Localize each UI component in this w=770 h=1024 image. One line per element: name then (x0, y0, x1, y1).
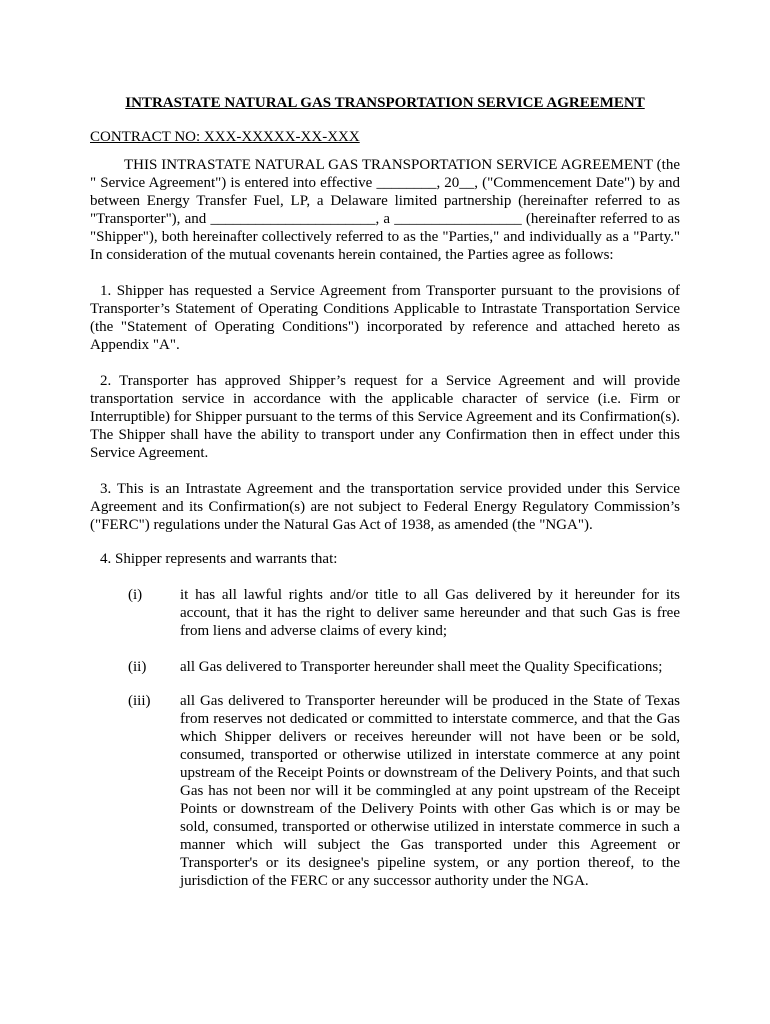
contract-number: CONTRACT NO: XXX-XXXXX-XX-XXX (90, 129, 360, 145)
paragraph-1: 1. Shipper has requested a Service Agreement from Transporter pursuant to the provisions of Transporter’s Statement of Operating Conditions Applicable to Intrastate Transportation Service (the "Statement of Operating Conditions") incorporated by reference and attached hereto as Appendix "A". (90, 283, 680, 353)
list-item-text: all Gas delivered to Transporter hereunder will be produced in the State of Texas from reserves not dedicated or committed to interstate commerce, and that the Gas which Shipper delivers or receives hereunder will not have been or be sold, consumed, transported or otherwise utilized in interstate commerce at any point upstream of the Receipt Points or downstream of the Delivery Points, and that such Gas has not been nor will it be commingled at any point upstream of the Receipt Points or downstream of the Delivery Points with other Gas which is or may be sold, consumed, transported or otherwise utilized in interstate commerce in such a manner which will subject the Gas transported under this Agreement or Transporter's or its designee's pipeline system, or any portion thereof, to the jurisdiction of the FERC or any successor authority under the NGA. (180, 693, 680, 889)
document-title: INTRASTATE NATURAL GAS TRANSPORTATION SERVICE AGREEMENT (125, 95, 645, 111)
paragraph-3: 3. This is an Intrastate Agreement and the transportation service provided under this Service Agreement and its Confirmation(s) are not subject to Federal Energy Regulatory Commission’s ("FERC") regulations under the Natural Gas Act of 1938, as amended (the "NGA"). (90, 481, 680, 533)
list-item-number: (ii) (128, 659, 147, 675)
paragraph-4: 4. Shipper represents and warrants that: (100, 551, 338, 567)
list-item-text: all Gas delivered to Transporter hereunder shall meet the Quality Specifications; (180, 659, 663, 675)
paragraph-2: 2. Transporter has approved Shipper’s request for a Service Agreement and will provide transportation service in accordance with the applicable character of service (i.e. Firm or Interruptible) for Shipper pursuant to the terms of this Service Agreement and its Confirmation(s). The Shipper shall have the ability to transport under any Confirmation then in effect under this Service Agreement. (90, 373, 680, 461)
list-item-number: (i) (128, 587, 143, 603)
list-item-number: (iii) (128, 693, 151, 709)
intro-paragraph: THIS INTRASTATE NATURAL GAS TRANSPORTATION SERVICE AGREEMENT (the " Service Agreement") is entered into effective ________, 20__, ("Commencement Date") by and between Energy Transfer Fuel, LP, a Delaware limited partnership (hereinafter referred to as "Transporter"), and ______________________, a _________________ (hereinafter referred to as "Shipper"), both hereinafter collectively referred to as the "Parties," and individually as a "Party." In consideration of the mutual covenants herein contained, the Parties agree as follows: (90, 157, 680, 263)
list-item-text: it has all lawful rights and/or title to all Gas delivered by it hereunder for its account, that it has the right to deliver same hereunder and that such Gas is free from liens and adverse claims of every kind; (180, 587, 680, 639)
